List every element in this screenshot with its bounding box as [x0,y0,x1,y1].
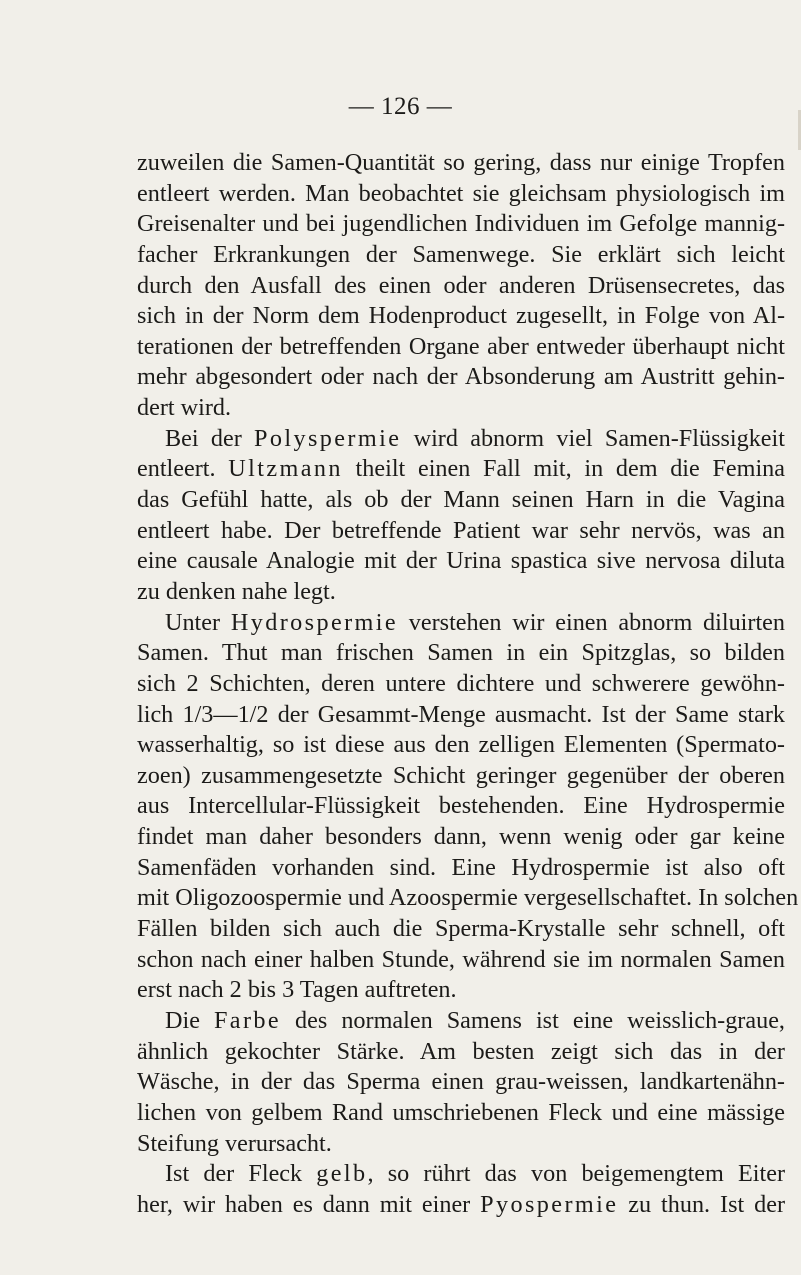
spaced-term: Hydrospermie [230,608,399,636]
text-line: terationen der betreffenden Organe aber entweder überhaupt nicht [137,332,785,360]
text-line: durch den Ausfall des einen oder anderen Drüsensecretes, das [137,271,785,299]
text-line: Wäsche, in der das Sperma einen grau-weissen, landkartenähn- [137,1068,785,1096]
text-line: erst nach 2 bis 3 Tagen auftreten. [137,976,457,1004]
text-line: entleert. Ultzmann theilt einen Fall mit, in dem die Femina [137,455,786,483]
text-line: eine causale Analogie mit der Urina spastica sive nervosa diluta [137,547,785,575]
text-line: zoen) zusammengesetzte Schicht geringer gegenüber der oberen [137,761,785,789]
text-line: das Gefühl hatte, als ob der Mann seinen Harn in die Vagina [137,486,785,514]
text-line: dert wird. [137,394,232,422]
body-text [137,148,799,1220]
text-line: wasserhaltig, so ist diese aus den zelligen Elementen (Spermato- [137,731,785,759]
text-line: Unter Hydrospermie verstehen wir einen abnorm diluirten [165,608,785,636]
text-line: Steifung verursacht. [137,1129,332,1157]
text-line: lich 1/3—1/2 der Gesammt-Menge ausmacht. Ist der Same stark [137,700,785,728]
text-line: zu denken nahe legt. [137,577,336,605]
spaced-term: Polyspermie [254,424,402,452]
text-line: lichen von gelbem Rand umschriebenen Fleck und eine mässige [137,1098,785,1126]
text-line: aus Intercellular-Flüssigkeit bestehenden. Eine Hydrospermie [137,792,785,820]
text-line: facher Erkrankungen der Samenwege. Sie erklärt sich leicht [137,240,785,268]
text-line: Die Farbe des normalen Samens ist eine weisslich-graue, [165,1006,785,1034]
fraction: 1/3—1/2 [182,700,269,728]
spaced-term: Farbe [213,1006,282,1034]
text-line: zuweilen die Samen-Quantität so gering, dass nur einige Tropfen [137,149,785,176]
page-number-header: — 126 — [348,93,453,120]
text-line: entleert werden. Man beobachtet sie gleichsam physiologisch im [137,179,785,207]
text-line: Ist der Fleck gelb, so rührt das von beigemengtem Eiter [165,1160,785,1188]
text-line: Bei der Polyspermie wird abnorm viel Samen-Flüssigkeit [165,424,785,452]
text-line: findet man daher besonders dann, wenn wenig oder gar keine [137,823,785,851]
text-line: entleert habe. Der betreffende Patient war sehr nervös, was an [137,516,785,544]
spaced-term: Ultzmann [228,455,343,483]
text-line: ähnlich gekochter Stärke. Am besten zeigt sich das in der [137,1037,785,1065]
text-line: Samenfäden vorhanden sind. Eine Hydrospermie ist also oft [137,853,785,881]
text-line: her, wir haben es dann mit einer Pyospermie zu thun. Ist der [137,1190,786,1218]
text-line: schon nach einer halben Stunde, während sie im normalen Samen [137,945,785,973]
text-line: sich in der Norm dem Hodenproduct zugesellt, in Folge von Al- [137,302,785,330]
spaced-term: Pyospermie [480,1190,619,1218]
text-line: mehr abgesondert oder nach der Absonderung am Austritt gehin- [137,363,785,391]
text-line: mit Oligozoospermie und Azoospermie vergesellschaftet. In solchen [137,884,799,912]
text-line: Samen. Thut man frischen Samen in ein Spitzglas, so bilden [137,639,785,667]
spaced-term: gelb [316,1160,368,1188]
text-line: sich 2 Schichten, deren untere dichtere und schwerere gewöhn- [137,669,785,697]
text-line: Greisenalter und bei jugendlichen Individuen im Gefolge mannig- [137,210,785,238]
text-line: Fällen bilden sich auch die Sperma-Krystalle sehr schnell, oft [137,915,785,943]
